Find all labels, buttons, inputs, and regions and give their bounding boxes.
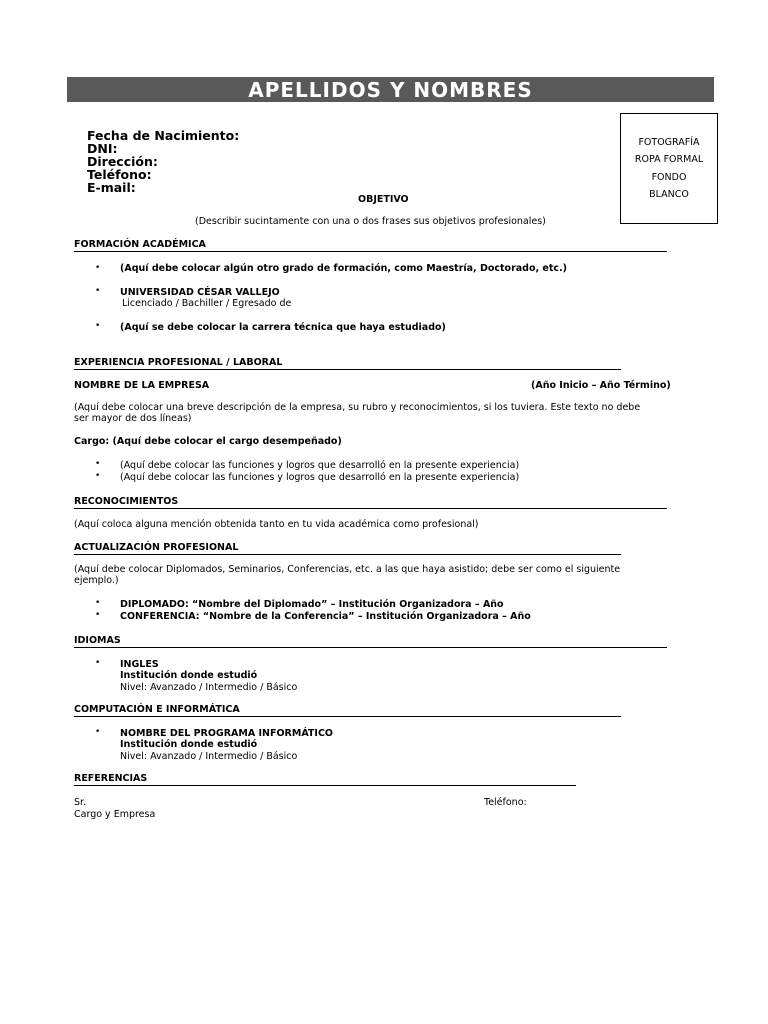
diploma-item: DIPLOMADO: “Nombre del Diplomado” – Institución Organizadora – Año bbox=[120, 599, 504, 610]
experience-heading bbox=[74, 357, 621, 370]
language-level: Nivel: Avanzado / Intermedio / Básico bbox=[120, 682, 298, 693]
dni-label: DNI: bbox=[87, 141, 118, 156]
languages-heading bbox=[74, 635, 667, 648]
photo-line-1: FOTOGRAFÍA bbox=[638, 136, 700, 148]
company-description-line-2: ser mayor de dos líneas) bbox=[74, 413, 192, 424]
bullet-icon: • bbox=[95, 471, 101, 481]
address-label: Dirección: bbox=[87, 154, 158, 169]
program-institution: Institución donde estudió bbox=[120, 739, 258, 750]
objective-description: (Describir sucintamente con una o dos frases sus objetivos profesionales) bbox=[195, 216, 546, 227]
birthdate-label: Fecha de Nacimiento: bbox=[87, 128, 240, 143]
recognitions-heading-text: RECONOCIMIENTOS bbox=[74, 496, 179, 507]
bullet-icon: • bbox=[95, 459, 101, 469]
education-item-1: (Aquí debe colocar algún otro grado de formación, como Maestría, Doctorado, etc.) bbox=[120, 263, 567, 274]
languages-heading-text: IDIOMAS bbox=[74, 635, 121, 646]
education-item-2-title: UNIVERSIDAD CÉSAR VALLEJO bbox=[120, 287, 280, 298]
bullet-icon: • bbox=[95, 610, 101, 620]
function-item-1: (Aquí debe colocar las funciones y logros que desarrolló en la presente experiencia) bbox=[120, 460, 520, 471]
language-name: INGLES bbox=[120, 659, 159, 670]
professional-update-line-2: ejemplo.) bbox=[74, 575, 119, 586]
language-institution: Institución donde estudió bbox=[120, 670, 258, 681]
photo-line-3: FONDO bbox=[651, 171, 687, 183]
phone-label: Teléfono: bbox=[87, 167, 152, 182]
experience-heading-text: EXPERIENCIA PROFESIONAL / LABORAL bbox=[74, 357, 283, 368]
bullet-icon: • bbox=[95, 658, 101, 668]
photo-line-4: BLANCO bbox=[649, 189, 689, 200]
name-title: APELLIDOS Y NOMBRES bbox=[248, 77, 533, 102]
photo-line-2: ROPA FORMAL bbox=[634, 154, 704, 165]
company-years: (Año Inicio – Año Término) bbox=[531, 380, 671, 391]
photo-placeholder bbox=[620, 113, 718, 224]
bullet-icon: • bbox=[95, 727, 101, 737]
computing-heading-text: COMPUTACIÓN E INFORMÁTICA bbox=[74, 704, 240, 715]
program-level: Nivel: Avanzado / Intermedio / Básico bbox=[120, 751, 298, 762]
education-heading-text: FORMACIÓN ACADÉMICA bbox=[74, 239, 206, 250]
professional-update-heading bbox=[74, 542, 621, 555]
reference-phone: Teléfono: bbox=[484, 797, 527, 808]
objective-title: OBJETIVO bbox=[358, 194, 409, 205]
bullet-icon: • bbox=[95, 286, 101, 296]
program-name: NOMBRE DEL PROGRAMA INFORMÁTICO bbox=[120, 728, 333, 739]
references-heading-text: REFERENCIAS bbox=[74, 773, 148, 784]
company-name: NOMBRE DE LA EMPRESA bbox=[74, 380, 210, 391]
reference-role: Cargo y Empresa bbox=[74, 809, 156, 820]
bullet-icon: • bbox=[95, 598, 101, 608]
reference-sr: Sr. bbox=[74, 797, 87, 808]
conference-item: CONFERENCIA: “Nombre de la Conferencia” – Institución Organizadora – Año bbox=[120, 611, 531, 622]
company-description bbox=[74, 402, 696, 424]
professional-update-heading-text: ACTUALIZACIÓN PROFESIONAL bbox=[74, 542, 239, 553]
education-heading bbox=[74, 239, 667, 252]
position-label: Cargo: (Aquí debe colocar el cargo desempeñado) bbox=[74, 436, 342, 447]
email-label: E-mail: bbox=[87, 180, 136, 195]
recognitions-heading bbox=[74, 496, 667, 509]
education-item-2-detail: Licenciado / Bachiller / Egresado de bbox=[122, 298, 292, 309]
recognitions-text: (Aquí coloca alguna mención obtenida tanto en tu vida académica como profesional) bbox=[74, 519, 479, 530]
education-item-3: (Aquí se debe colocar la carrera técnica que haya estudiado) bbox=[120, 322, 446, 333]
bullet-icon: • bbox=[95, 263, 101, 273]
bullet-icon: • bbox=[95, 321, 101, 331]
personal-info bbox=[87, 129, 239, 194]
references-heading bbox=[74, 773, 576, 786]
computing-heading bbox=[74, 704, 621, 717]
company-description-line-1: (Aquí debe colocar una breve descripción de la empresa, su rubro y reconocimientos, si los tuviera. Este texto no debe bbox=[74, 402, 641, 413]
name-title-banner bbox=[67, 77, 714, 102]
professional-update-text bbox=[74, 564, 696, 586]
professional-update-line-1: (Aquí debe colocar Diplomados, Seminarios, Conferencias, etc. a las que haya asistido; debe ser como el siguiente bbox=[74, 564, 621, 575]
function-item-2: (Aquí debe colocar las funciones y logros que desarrolló en la presente experiencia) bbox=[120, 472, 520, 483]
